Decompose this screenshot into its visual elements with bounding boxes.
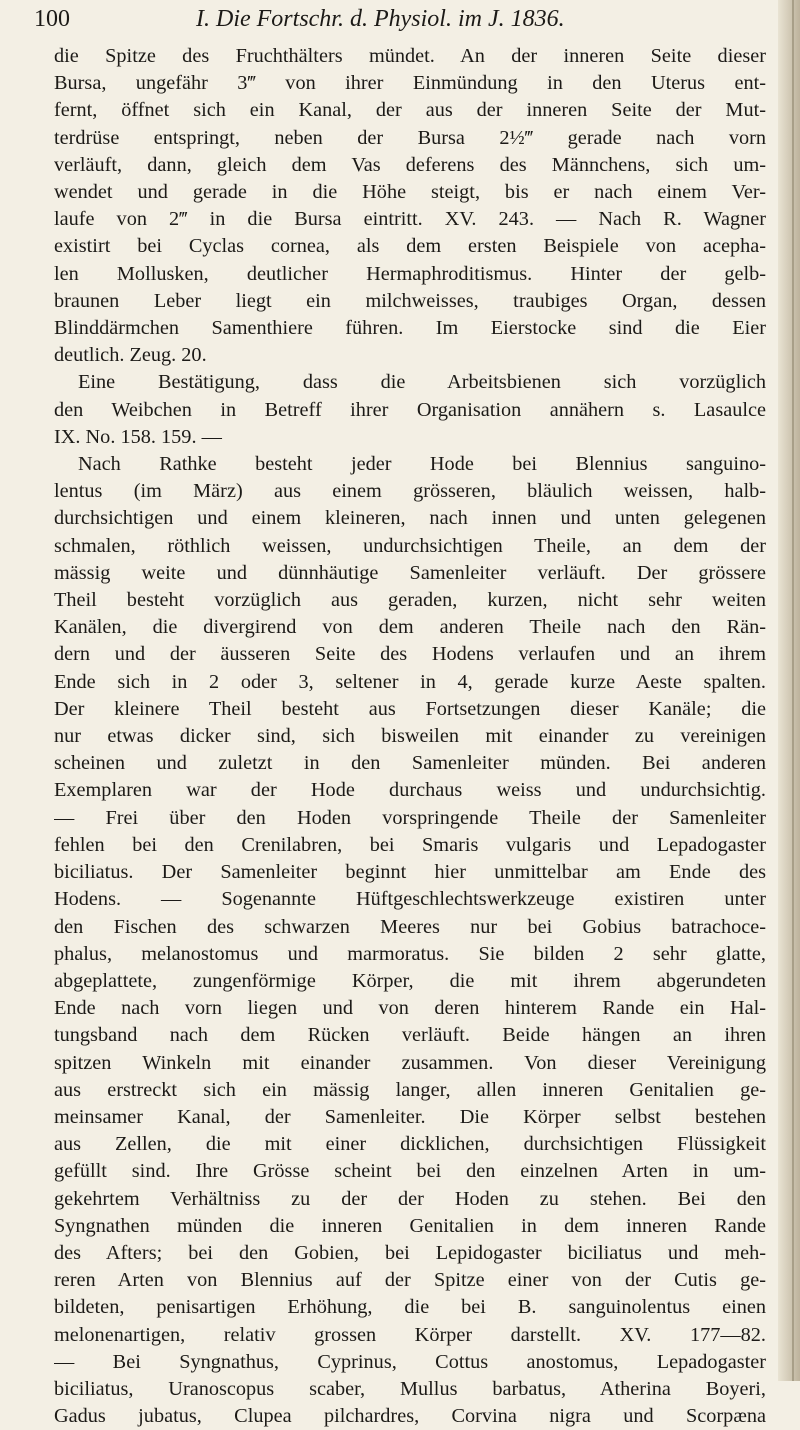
text-line: wendet und gerade in die Höhe steigt, bis er nach einem Ver- — [54, 181, 766, 204]
text-line: Kanälen, die divergirend von dem anderen Theile nach den Rän- — [54, 616, 766, 639]
text-line: meinsamer Kanal, der Samenleiter. Die Körper selbst bestehen — [54, 1105, 766, 1128]
text-line: den Weibchen in Betreff ihrer Organisation annähern s. Lasaulce — [54, 398, 766, 421]
page-number: 100 — [34, 6, 70, 32]
text-line: reren Arten von Blennius auf der Spitze einer von der Cutis ge- — [54, 1269, 766, 1292]
text-line: braunen Leber liegt ein milchweisses, traubiges Organ, dessen — [54, 289, 766, 312]
text-line: deutlich. Zeug. 20. — [54, 344, 207, 367]
text-line: Bursa, ungefähr 3‴ von ihrer Einmündung in den Uterus ent- — [54, 72, 766, 95]
text-line: aus Zellen, die mit einer dicklichen, durchsichtigen Flüssigkeit — [54, 1133, 766, 1156]
text-line: IX. No. 158. 159. — — [54, 425, 222, 448]
text-line: verläuft, dann, gleich dem Vas deferens des Männchens, sich um- — [54, 153, 766, 176]
text-line: — Frei über den Hoden vorspringende Theile der Samenleiter — [54, 806, 766, 829]
text-line: Theil besteht vorzüglich aus geraden, kurzen, nicht sehr weiten — [54, 589, 766, 612]
text-line: durchsichtigen und einem kleineren, nach innen und unten gelegenen — [54, 507, 766, 530]
text-line: phalus, melanostomus und marmoratus. Sie bilden 2 sehr glatte, — [54, 942, 766, 965]
page-edge — [778, 0, 800, 1381]
text-line: Eine Bestätigung, dass die Arbeitsbienen sich vorzüglich — [78, 371, 766, 394]
text-line: Exemplaren war der Hode durchaus weiss und undurchsichtig. — [54, 779, 766, 802]
text-line: Syngnathen münden die inneren Genitalien in dem inneren Rande — [54, 1214, 766, 1237]
text-line: melonenartigen, relativ grossen Körper darstellt. XV. 177—82. — [54, 1323, 766, 1346]
text-line: den Fischen des schwarzen Meeres nur bei Gobius batrachoce- — [54, 915, 766, 938]
text-line: tungsband nach dem Rücken verläuft. Beide hängen an ihren — [54, 1024, 766, 1047]
text-line: terdrüse entspringt, neben der Bursa 2½‴ gerade nach vorn — [54, 126, 766, 149]
text-line: die Spitze des Fruchthälters mündet. An der inneren Seite dieser — [54, 45, 766, 67]
text-line: gekehrtem Verhältniss zu der der Hoden zu stehen. Bei den — [54, 1187, 766, 1210]
text-line: Ende nach vorn liegen und von deren hinterem Rande ein Hal- — [54, 997, 766, 1020]
text-line: mässig weite und dünnhäutige Samenleiter verläuft. Der grössere — [54, 561, 766, 584]
text-line: aus erstreckt sich ein mässig langer, allen inneren Genitalien ge- — [54, 1078, 766, 1101]
text-line: Ende sich in 2 oder 3, seltener in 4, gerade kurze Aeste spalten. — [54, 670, 766, 693]
text-line: des Afters; bei den Gobien, bei Lepidogaster biciliatus und meh- — [54, 1241, 766, 1264]
text-line: existirt bei Cyclas cornea, als dem ersten Beispiele von acepha- — [54, 235, 766, 258]
text-line: Blinddärmchen Samenthiere führen. Im Eierstocke sind die Eier — [54, 317, 766, 340]
text-line: — Bei Syngnathus, Cyprinus, Cottus anostomus, Lepadogaster — [54, 1350, 766, 1373]
page-edge-line — [792, 0, 794, 1381]
text-line: Hodens. — Sogenannte Hüftgeschlechtswerkzeuge existiren unter — [54, 888, 766, 911]
text-line: spitzen Winkeln mit einander zusammen. Von dieser Vereinigung — [54, 1051, 766, 1074]
page-header — [34, 6, 684, 40]
text-line: nur etwas dicker sind, sich bisweilen mit einander zu vereinigen — [54, 725, 766, 748]
text-line: dern und der äusseren Seite des Hodens verlaufen und an ihrem — [54, 643, 766, 666]
text-line: bildeten, penisartigen Erhöhung, die bei B. sanguinolentus einen — [54, 1296, 766, 1319]
text-line: schmalen, röthlich weissen, undurchsichtigen Theile, an dem der — [54, 534, 766, 557]
text-line: gefüllt sind. Ihre Grösse scheint bei den einzelnen Arten in um- — [54, 1160, 766, 1183]
text-line: Nach Rathke besteht jeder Hode bei Blennius sanguino- — [78, 453, 766, 476]
text-line: biciliatus, Uranoscopus scaber, Mullus barbatus, Atherina Boyeri, — [54, 1377, 766, 1400]
body-text — [54, 43, 766, 1430]
text-line: Der kleinere Theil besteht aus Fortsetzungen dieser Kanäle; die — [54, 697, 766, 720]
text-line: Gadus jubatus, Clupea pilchardres, Corvina nigra und Scorpæna — [54, 1405, 766, 1428]
text-line: laufe von 2‴ in die Bursa eintritt. XV. 243. — Nach R. Wagner — [54, 208, 766, 231]
text-line: lentus (im März) aus einem grösseren, bläulich weissen, halb- — [54, 480, 766, 503]
text-line: fernt, öffnet sich ein Kanal, der aus der inneren Seite der Mut- — [54, 99, 766, 122]
text-line: len Mollusken, deutlicher Hermaphroditismus. Hinter der gelb- — [54, 262, 766, 285]
text-line: fehlen bei den Crenilabren, bei Smaris vulgaris und Lepadogaster — [54, 833, 766, 856]
text-line: biciliatus. Der Samenleiter beginnt hier unmittelbar am Ende des — [54, 861, 766, 884]
text-line: scheinen und zuletzt in den Samenleiter münden. Bei anderen — [54, 752, 766, 775]
text-line: abgeplattete, zungenförmige Körper, die mit ihrem abgerundeten — [54, 969, 766, 992]
running-title: I. Die Fortschr. d. Physiol. im J. 1836. — [196, 6, 565, 32]
